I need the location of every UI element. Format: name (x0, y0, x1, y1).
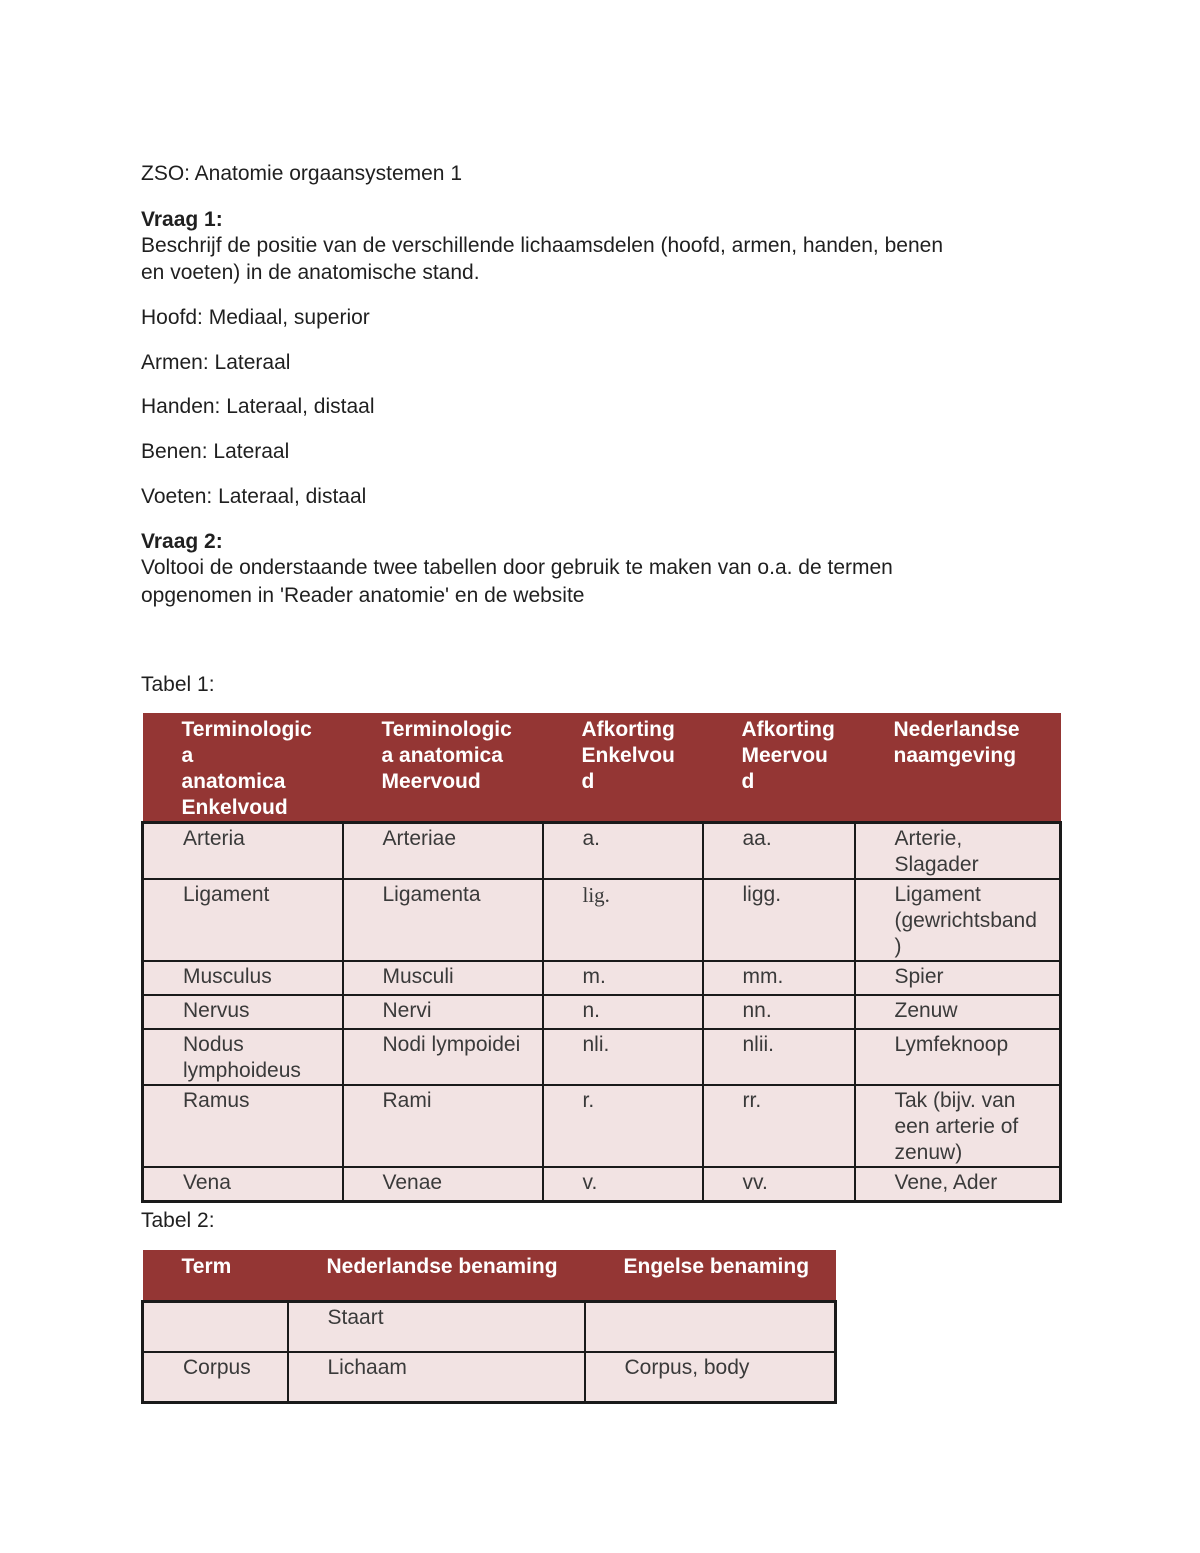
table-row (143, 879, 1061, 961)
table-1-cell-text: Ligament (183, 883, 270, 906)
table-1-header-cell (855, 713, 1061, 823)
table-row (143, 1085, 1061, 1167)
table-1-cell (703, 823, 855, 880)
table-1-cell (855, 1085, 1061, 1167)
table-2-cell: Lichaam (288, 1352, 585, 1402)
table-1-cell (855, 1029, 1061, 1085)
question-1-heading: Vraag 1: (141, 208, 223, 231)
table-1-cell-text: Nervus (183, 999, 250, 1022)
table-1-header-cell (143, 713, 343, 823)
table-1-cell (543, 1085, 703, 1167)
table-1-cell-text: Arteriae (382, 827, 457, 850)
table-2-header-cell: Nederlandse benaming (288, 1250, 585, 1301)
table-2-cell: Corpus (143, 1352, 288, 1402)
table-1-cell-text: vv. (742, 1171, 768, 1194)
table-2-header-cell: Term (143, 1250, 288, 1301)
table-2-cell (143, 1301, 288, 1352)
table-1-cell (855, 961, 1061, 995)
table-1-cell-text: nn. (742, 999, 772, 1022)
table-1-cell-text: rr. (742, 1089, 762, 1112)
table-1-cell-text: ligg. (742, 883, 782, 906)
table-1-cell (543, 823, 703, 880)
table-1-cell-text: lig. (582, 883, 610, 907)
table-1-cell-text: Zenuw (894, 999, 958, 1022)
table-1-cell-text-line-1: Nodus (183, 1033, 244, 1056)
table-1-cell (703, 1029, 855, 1085)
question-1-text-line-2: en voeten) in de anatomische stand. (141, 261, 480, 284)
table-1-header-cell (543, 713, 703, 823)
table-1-cell-text: aa. (742, 827, 772, 850)
table-1-cell-text-line-2: Slagader (894, 853, 979, 876)
table-2 (141, 1250, 837, 1404)
table-1-header-text-line-1: Terminologic (181, 718, 312, 741)
table-1-header-text-line-2: naamgeving (893, 744, 1017, 767)
table-1-header-text-line-3: d (581, 770, 595, 793)
table-1-cell-text: nlii. (742, 1033, 775, 1056)
table-1-header-text-line-4: Enkelvoud (181, 796, 288, 819)
question-1-text-line-1: Beschrijf de positie van de verschillende lichaamsdelen (hoofd, armen, handen, benen (141, 234, 943, 257)
table-1-cell (143, 961, 343, 995)
answer-benen: Benen: Lateraal (141, 440, 290, 463)
table-1-cell (703, 961, 855, 995)
table-1-cell-text: n. (582, 999, 601, 1022)
table-1-cell (855, 1167, 1061, 1201)
table-1-cell-text: Spier (894, 965, 944, 988)
table-1-cell-text: Rami (382, 1089, 432, 1112)
table-1-cell (543, 1029, 703, 1085)
answer-voeten: Voeten: Lateraal, distaal (141, 485, 367, 508)
table-1-header-text-line-2: a anatomica (381, 744, 503, 767)
table-1-cell (143, 995, 343, 1029)
table-1-cell (343, 961, 543, 995)
table-1-cell-text: mm. (742, 965, 784, 988)
question-2-text-line-2: opgenomen in 'Reader anatomie' en de website (141, 584, 585, 607)
table-2-caption: Tabel 2: (141, 1209, 215, 1232)
table-1-cell-text: Lymfeknoop (894, 1033, 1009, 1056)
table-1-header-text-line-1: Nederlandse (893, 718, 1020, 741)
table-1-cell-text: v. (582, 1171, 598, 1194)
table-1-cell (143, 1029, 343, 1085)
table-1-cell (143, 823, 343, 880)
table-1-cell-text: nli. (582, 1033, 610, 1056)
question-2-heading: Vraag 2: (141, 530, 223, 553)
table-1-cell (855, 995, 1061, 1029)
table-2-cell: Corpus, body (585, 1352, 836, 1402)
table-1-cell-text: Ramus (183, 1089, 250, 1112)
table-row (143, 1029, 1061, 1085)
table-2-cell (585, 1301, 836, 1352)
table-1-cell-text: m. (582, 965, 606, 988)
table-1-cell-text: Venae (382, 1171, 443, 1194)
table-row (143, 823, 1061, 880)
table-1-cell-text-line-2: lymphoideus (183, 1059, 301, 1082)
table-1-cell (343, 995, 543, 1029)
table-1-cell-text: Musculi (382, 965, 454, 988)
table-1-cell (703, 995, 855, 1029)
table-row (143, 1301, 836, 1352)
table-1-header-text-line-3: Meervoud (381, 770, 481, 793)
table-1-header-row (143, 713, 1061, 823)
table-1-cell-text-line-2: (gewrichtsband (894, 909, 1037, 932)
table-1-header-text-line-2: Meervou (741, 744, 828, 767)
table-1-cell (543, 879, 703, 961)
table-1-header-cell (343, 713, 543, 823)
table-1-header-text-line-3: d (741, 770, 755, 793)
document-title: ZSO: Anatomie orgaansystemen 1 (141, 162, 462, 185)
table-1-cell (703, 1085, 855, 1167)
table-row (143, 1167, 1061, 1201)
table-1-cell-text: Vena (183, 1171, 231, 1194)
answer-armen: Armen: Lateraal (141, 351, 291, 374)
table-1-cell-text: Nodi lympoidei (382, 1033, 521, 1056)
answer-handen: Handen: Lateraal, distaal (141, 395, 375, 418)
table-1-cell-text: Nervi (382, 999, 432, 1022)
table-1-cell (543, 1167, 703, 1201)
table-1-cell-text: Vene, Ader (894, 1171, 998, 1194)
table-1-cell-text-line-3: ) (894, 935, 902, 958)
table-2-cell: Staart (288, 1301, 585, 1352)
table-1-cell (343, 1167, 543, 1201)
table-1-cell-text-line-3: zenuw) (894, 1141, 963, 1164)
table-1-cell (543, 961, 703, 995)
table-1-header-text-line-1: Afkorting (581, 718, 675, 741)
table-1-cell (343, 1085, 543, 1167)
table-1-cell (343, 879, 543, 961)
table-row (143, 995, 1061, 1029)
table-1-cell (343, 823, 543, 880)
table-1-header-cell (703, 713, 855, 823)
table-1-cell (143, 879, 343, 961)
table-1-cell-text-line-1: Ligament (894, 883, 981, 906)
table-1-cell (143, 1167, 343, 1201)
table-1-header-text-line-1: Afkorting (741, 718, 835, 741)
table-1-cell (703, 879, 855, 961)
table-1-caption: Tabel 1: (141, 673, 215, 696)
table-1-cell-text-line-1: Arterie, (894, 827, 963, 850)
table-1-cell (855, 823, 1061, 880)
table-1-cell-text: Ligamenta (382, 883, 481, 906)
table-1-cell-text: a. (582, 827, 601, 850)
table-1-cell (703, 1167, 855, 1201)
table-2-header-cell: Engelse benaming (585, 1250, 836, 1301)
table-1-header-text-line-3: anatomica (181, 770, 286, 793)
table-1 (141, 713, 1062, 1203)
table-1-cell (855, 879, 1061, 961)
table-1-cell (543, 995, 703, 1029)
table-1-cell (143, 1085, 343, 1167)
table-1-header-text-line-2: a (181, 744, 194, 767)
table-row (143, 1352, 836, 1402)
table-2-header-row (143, 1250, 836, 1301)
table-1-header-text-line-2: Enkelvou (581, 744, 675, 767)
table-1-cell-text: Musculus (183, 965, 272, 988)
table-1-cell-text-line-1: Tak (bijv. van (894, 1089, 1016, 1112)
answer-hoofd: Hoofd: Mediaal, superior (141, 306, 370, 329)
table-1-cell-text: Arteria (183, 827, 245, 850)
table-1-header-text-line-1: Terminologic (381, 718, 512, 741)
question-2-text-line-1: Voltooi de onderstaande twee tabellen door gebruik te maken van o.a. de termen (141, 556, 893, 579)
table-1-cell (343, 1029, 543, 1085)
table-row (143, 961, 1061, 995)
table-1-cell-text-line-2: een arterie of (894, 1115, 1019, 1138)
table-1-cell-text: r. (582, 1089, 595, 1112)
